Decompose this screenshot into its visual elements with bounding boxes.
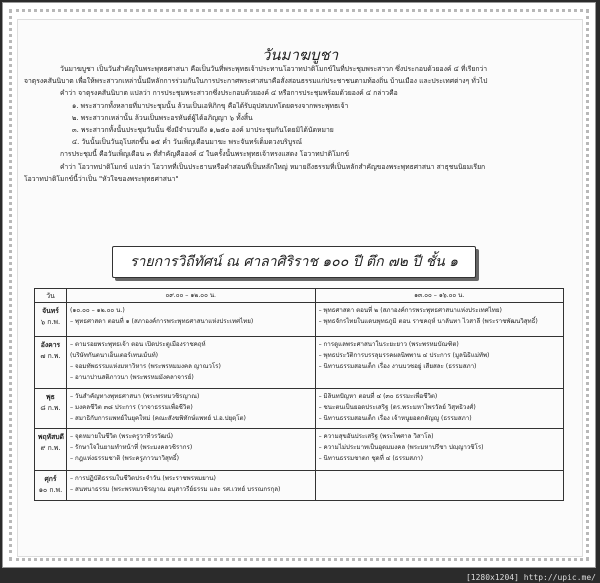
day-cell (35, 429, 67, 471)
program-item: – สนทนาธรรม (พระพรหมวชิรญาณ อนุสาวรีย์ธรรม และ รศ.เวทย์ บรรณกรกุล) (70, 486, 281, 493)
schedule-table (34, 288, 564, 501)
day-name: พฤหัสบดี (38, 433, 64, 441)
table-row (35, 429, 564, 471)
table-row (35, 471, 564, 501)
watermark-text: [1280x1204] http://upic.me/ (465, 573, 596, 582)
header-afternoon: ๑๓.๐๐ – ๑๖.๐๐ น. (315, 289, 564, 303)
table-row (35, 389, 564, 429)
morning-cell (67, 337, 316, 389)
day-date: ๗ ก.พ. (40, 352, 61, 360)
program-item: (บริษัทกันตนาเอ็นเตอร์เทนเม้นท์) (70, 352, 159, 359)
program-item: – พุทธจักรไทยในแดนพุทธภูมิ ตอน ราชคฤห์ นาลันทา ไวสาลี (พระราชพัฒนวิสุทธิ์) (318, 318, 538, 325)
afternoon-cell (315, 389, 564, 429)
morning-cell (67, 389, 316, 429)
intro-line: คำว่า โอวาทปาติโมกข์ แปลว่า โอวาทที่เป็นประธานหรือคำสอนที่เป็นหลักใหญ่ หมายถึงธรรมที่เป็นหลักสำคัญของพระพุทธศาสนา สาธุชนนิยมเรียก (60, 162, 486, 171)
day-date: ๖ ก.พ. (40, 318, 61, 326)
program-item: (๑๐.๐๐ – ๑๒.๐๐ น.) (70, 307, 125, 314)
program-item: – อานาปานสติภาวนา (พระพรหมมังคลาจารย์) (70, 374, 194, 381)
day-cell (35, 337, 67, 389)
afternoon-cell (315, 303, 564, 337)
intro-line: การประชุมนี้ คือวันเพ็ญเดือน ๓ ที่สำคัญคือองค์ ๔ ในครั้งนั้นพระพุทธเจ้าทรงแสดง โอวาทปาติโมกข์ (60, 150, 349, 159)
program-item: – มงคลชีวิต ๓๘ ประการ (วาจาธรรมเพื่อชีวิต) (70, 404, 193, 411)
program-item: – พุทธศาสดา ตอนที่ ๑ (สภาองค์การพระพุทธศาสนาแห่งประเทศไทย) (70, 318, 254, 325)
program-item: – ความสุขอันประเสริฐ (พระไพศาล วิสาโล) (318, 433, 434, 440)
table-row (35, 337, 564, 389)
program-item: – สมาธิกับการแพทย์ในยุคใหม่ (คณะสังฆพิทักษ์แพทย์ ป.อ.ปยุตฺโต) (70, 415, 246, 422)
day-cell (35, 471, 67, 501)
program-item: – จุดหมายในชีวิต (พระครูวาทีวรวัฒน์) (70, 433, 174, 440)
intro-line: ๑. พระสาวกทั้งหลายที่มาประชุมนั้น ล้วนเป็นเอหิภิกขุ คือได้รับอุปสมบทโดยตรงจากพระพุทธเจ้า (72, 101, 349, 110)
day-date: ๘ ก.พ. (40, 404, 61, 412)
program-item: – วันสำคัญทางพุทธศาสนา (พระพรหมวชิรญาณ) (70, 393, 200, 400)
afternoon-cell (315, 471, 564, 501)
program-item: – ตามรอยพระพุทธเจ้า ตอน เปิดประตูเมืองราชคฤห์ (70, 341, 206, 348)
afternoon-cell (315, 429, 564, 471)
program-item: – รักษาใจในยามทำหน้าที่ (พระมงคลวชิรากร) (70, 444, 193, 451)
day-name: ศุกร์ (44, 475, 57, 483)
program-item: – มิลินทปัญหา ตอนที่ ๔ (๓๐ ธรรมะเพื่อชีวิต) (318, 393, 438, 400)
program-item: – ชนะตนเป็นยอดประเสริฐ (ดร.พระมหาไพรวัลย์ วิสุทธิวงศ์) (318, 404, 476, 411)
day-cell (35, 389, 67, 429)
intro-line: ๓. พระสาวกทั้งนั้นประชุมวันนั้น ซึ่งมีจำนวนถึง ๑,๒๕๐ องค์ มาประชุมกันโดยมิได้นัดหมาย (72, 126, 334, 135)
intro-line: วันมาฆบูชา เป็นวันสำคัญในพระพุทธศาสนา คือเป็นวันที่พระพุทธเจ้าประทานโอวาทปาติโมกข์ในที่ประชุมพระสาวก ซึ่งประกอบด้วยองค์ ๔ ที่เรียกว่า (60, 65, 488, 73)
program-item: – กฎแห่งธรรมชาติ (พระครูภาวนาวิสุทธิ์) (70, 455, 180, 462)
program-item: – นิทานธรรมชาดก ชุดที่ ๔ (ธรรมสภา) (318, 455, 424, 462)
table-header-row (35, 289, 564, 303)
program-item: – นิทานธรรมสอนเด็ก เรื่อง งานบวชอยู่ เสียสละ (ธรรมสภา) (318, 363, 477, 370)
program-item: – การดูแลพระศาสนาในระยะยาว (พระพรหมบัณฑิต) (318, 341, 459, 348)
program-item: – นิทานธรรมสอนเด็ก เรื่อง เจ้าหนูยอดกตัญญู (ธรรมสภา) (318, 415, 472, 422)
morning-cell (67, 471, 316, 501)
day-name: พุธ (46, 393, 55, 401)
header-morning: ๐๙.๐๐ – ๑๒.๐๐ น. (67, 289, 316, 303)
day-name: อังคาร (40, 341, 61, 349)
intro-text (24, 63, 582, 185)
intro-line: คำว่า จาตุรงคสันนิบาต แปลว่า การประชุมพระสาวกซึ่งประกอบด้วยองค์ ๔ หรือการประชุมพร้อมด้วยองค์ ๔ กล่าวคือ (60, 89, 398, 98)
program-item: – จอมทัพธรรมแห่งมหาวิหาร (พระพรหมมงคล ญาณวโร) (70, 363, 221, 370)
program-item: – การปฏิบัติธรรมในชีวิตประจำวัน (พระราชพรหมยาน) (70, 475, 216, 482)
day-date: ๑๐ ก.พ. (38, 486, 63, 494)
table-row (35, 303, 564, 337)
afternoon-cell (315, 337, 564, 389)
day-cell (35, 303, 67, 337)
program-item: – ความไม่ประมาทเป็นอุดมมงคล (พระมหาปรีชา ปญฺญาวชิโร) (318, 444, 484, 451)
day-date: ๙ ก.พ. (40, 444, 61, 452)
intro-line: จาตุรงคสันนิบาต เพื่อให้พระสาวกเหล่านั้นมีหลักการร่วมกันในการประกาศพระศาสนาคือสั่งสอนธรรมแก่ประชาชนตามท้องถิ่น บ้านเมือง และประเทศต่างๆ ทั่วไป (24, 77, 488, 86)
morning-cell (67, 429, 316, 471)
morning-cell (67, 303, 316, 337)
schedule-title-box: รายการวิถีทัศน์ ณ ศาลาศิริราช ๑๐๐ ปี ตึก ๗๒ ปี ชั้น ๑ (112, 246, 476, 278)
intro-line: ๔. วันนั้นเป็นวันอุโบสถขึ้น ๑๕ ค่ำ วันเพ็ญเดือนมาฆะ พระจันทร์เต็มดวงบริบูรณ์ (72, 138, 303, 147)
intro-line: โอวาทปาติโมกข์นี้ว่าเป็น "หัวใจของพระพุทธศาสนา" (24, 174, 179, 183)
day-name: จันทร์ (42, 307, 59, 315)
page-title: วันมาฆบูชา (261, 46, 339, 64)
program-item: – พุทธประวัติการบรรลุมรรคผลนิพพาน ๔ ประการ (มูลนิธิแม่ทัพ) (318, 352, 490, 359)
intro-line: ๒. พระสาวกเหล่านั้น ล้วนเป็นพระอรหันต์ผู้ได้อภิญญา ๖ ทั้งสิ้น (72, 113, 253, 122)
header-day: วัน (35, 289, 67, 303)
program-item: – พุทธศาสดา ตอนที่ ๒ (สภาองค์การพระพุทธศาสนาแห่งประเทศไทย) (318, 307, 502, 314)
